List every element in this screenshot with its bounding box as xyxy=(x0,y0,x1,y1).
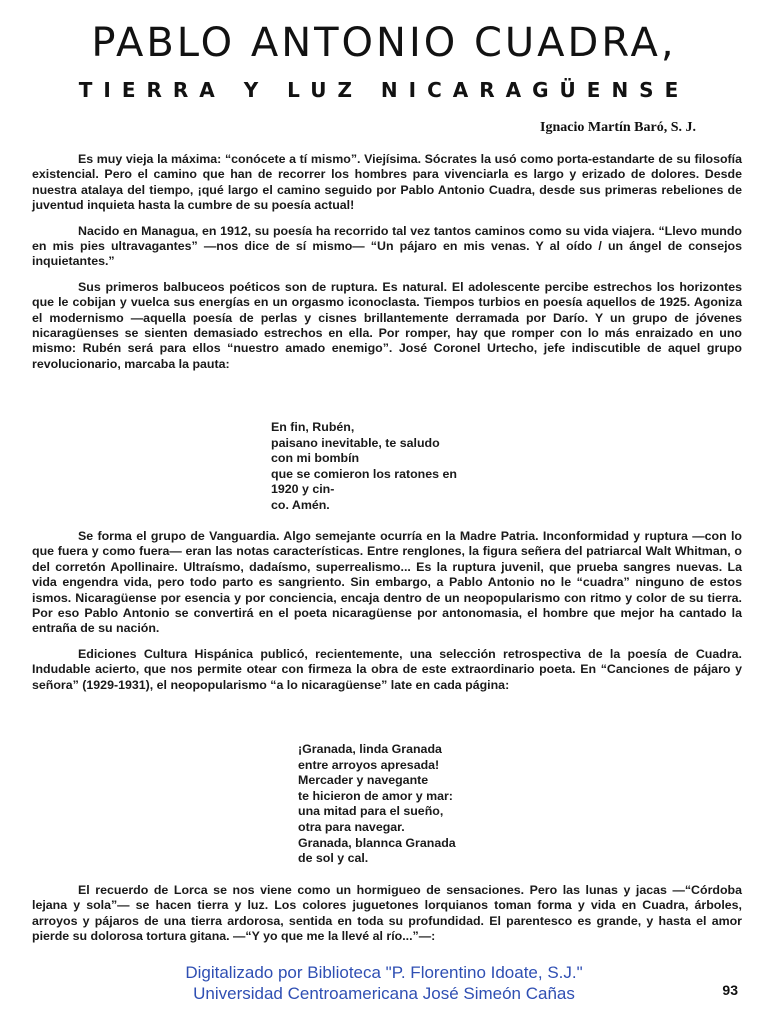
paragraph: El recuerdo de Lorca se nos viene como un hormigueo de sensaciones. Pero las lunas y jacas —“Córdoba lejana y sola”— se hacen tierra y luz. Los colores juguetones lorquianos toman forma y vida en Cuadra, árboles, arroyos y pájaros de una tierra ardorosa, sentida en toda su profundidad. El parentesco es grande, y hasta el amor pierde su dolorosa tortura gitana. —“Y yo que me la llevé al río...”—: xyxy=(32,883,742,944)
paragraph: Ediciones Cultura Hispánica publicó, recientemente, una selección retrospectiva de la poesía de Cuadra. Indudable acierto, que nos permite otear con firmeza la obra de este extraordinario poeta. En “Canciones de pájaro y señora” (1929-1931), el neopopularismo “a lo nicaragüense” late en cada página: xyxy=(32,646,742,692)
paragraph: Es muy vieja la máxima: “conócete a tí mismo”. Viejísima. Sócrates la usó como porta-estandarte de su filosofía existencial. Pero el camino que han de recorrer los hombres para vivenciarla es largo y erizado de dolores. Desde nuestra atalaya del tiempo, ¡qué largo el camino seguido por Pablo Antonio Cuadra, desde sus primeras rebeliones de juventud inquieta hasta la cumbre de su poesía actual! xyxy=(32,152,742,213)
poem-line: con mi bombín xyxy=(271,451,360,466)
author-byline: Ignacio Martín Baró, S. J. xyxy=(540,120,696,135)
digitization-credit xyxy=(0,962,768,1004)
page-number: 93 xyxy=(722,982,738,998)
poem-line: ¡Granada, linda Granada xyxy=(298,742,442,756)
body-section-1 xyxy=(32,152,742,382)
article-title: PABLO ANTONIO CUADRA, xyxy=(91,20,677,66)
poem-line: paisano inevitable, te saludo xyxy=(271,435,440,450)
poem-line: co. Amén. xyxy=(271,497,330,512)
poem-excerpt-2 xyxy=(298,742,456,867)
poem-line: una mitad para el sueño, xyxy=(298,804,444,819)
poem-line: otra para navegar. xyxy=(298,819,405,834)
body-section-2 xyxy=(32,529,742,703)
body-section-3 xyxy=(32,883,742,955)
paragraph: Se forma el grupo de Vanguardia. Algo semejante ocurría en la Madre Patria. Inconformidad y ruptura —con lo que fuera y como fuera— eran las notas características. Entre renglones, la figura señera del patriarcal Walt Whitman, o del corretón Apollinaire. Ultraísmo, dadaísmo, superrealismo... Es la ruptura juvenil, que prueba sangres nuevas. La vida engendra vida, pero todo parto es sangriento. Sin embargo, a Pablo Antonio no le “cuadra” ninguno de estos ismos. Nicaragüense por esencia y por conciencia, encaja dentro de un neopopularismo con ritmo y color de su tierra. Por eso Pablo Antonio se convertirá en el poeta nicaragüense por antonomasia, el hombre que mejor ha cantado la entraña de su nación. xyxy=(32,529,742,636)
poem-line: Mercader y navegante xyxy=(298,773,429,788)
poem-line: que se comieron los ratones en xyxy=(271,466,457,481)
poem-line: te hicieron de amor y mar: xyxy=(298,788,453,803)
article-subtitle: TIERRA Y LUZ NICARAGÜENSE xyxy=(78,78,690,102)
paragraph: Nacido en Managua, en 1912, su poesía ha recorrido tal vez tantos caminos como su vida viajera. “Llevo mundo en mis pies ultravagantes” —nos dice de sí mismo— “Un pájaro en mis venas. Y al oído / un ángel de consejos inquietantes.” xyxy=(32,223,742,269)
poem-line: entre arroyos apresada! xyxy=(298,757,440,772)
poem-excerpt-1 xyxy=(271,420,457,514)
poem-line: En fin, Rubén, xyxy=(271,420,355,434)
poem-line: de sol y cal. xyxy=(298,851,369,866)
credit-line: Digitalizado por Biblioteca "P. Florentino Idoate, S.J." xyxy=(185,963,583,982)
credit-line: Universidad Centroamericana José Simeón Cañas xyxy=(193,984,575,1003)
poem-line: 1920 y cin- xyxy=(271,482,335,497)
poem-line: Granada, blannca Granada xyxy=(298,835,456,850)
paragraph: Sus primeros balbuceos poéticos son de ruptura. Es natural. El adolescente percibe estrechos los horizontes que le cobijan y vuelca sus energías en un orgasmo iconoclasta. Tiempos turbios en poesía aquellos de 1925. Agoniza el modernismo —aquella poesía de perlas y cisnes brillantemente derramada por Darío. Y un grupo de jóvenes nicaragüenses se sienten demasiado estrechos en ella. Por romper, hay que romper con lo más enraizado en uno mismo: Rubén será para ellos “nuestro amado enemigo”. José Coronel Urtecho, jefe indiscutible de aquel grupo revolucionario, marcaba la pauta: xyxy=(32,279,742,371)
